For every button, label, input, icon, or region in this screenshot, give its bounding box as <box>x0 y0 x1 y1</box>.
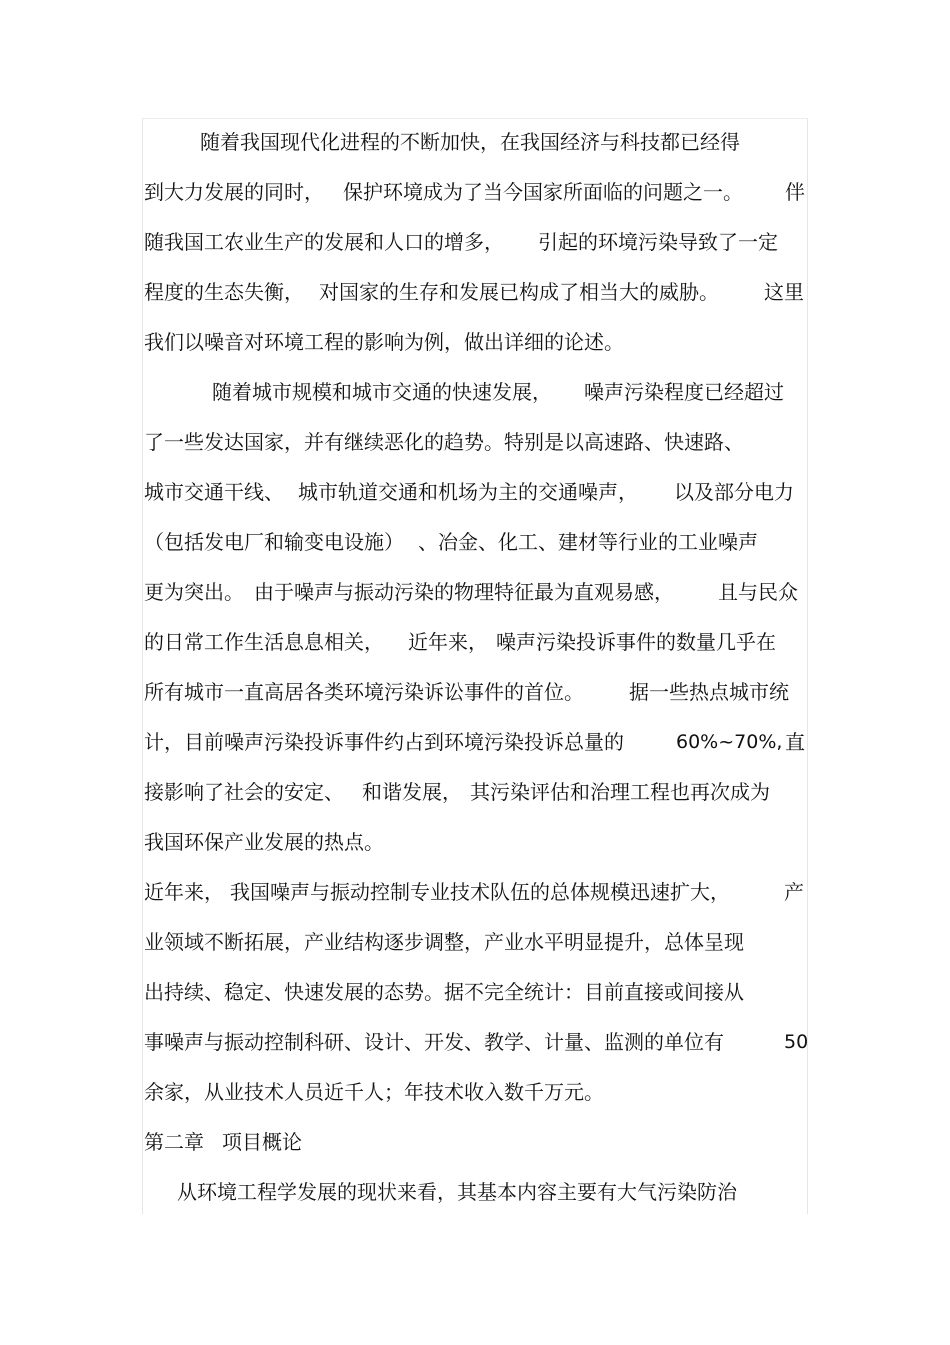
text-segment: 以及部分电力 <box>674 480 794 504</box>
text-segment: 事噪声与振动控制科研、设计、开发、教学、计量、监测的单位有 <box>144 1030 724 1054</box>
text-segment: 出持续、稳定、快速发展的态势。据不完全统计：目前直接或间接从 <box>144 980 744 1004</box>
text-segment: 业领域不断拓展，产业结构逐步调整，产业水平明显提升，总体呈现 <box>144 930 744 954</box>
paragraph-2-line-5 <box>144 567 806 617</box>
text-segment: 城市轨道交通和机场为主的交通噪声， <box>298 480 638 504</box>
text-segment: 对国家的生存和发展已构成了相当大的威胁。 <box>319 280 719 304</box>
paragraph-2-line-6 <box>144 617 806 667</box>
number-text: 50 <box>784 1031 809 1053</box>
text-segment: （包括发电厂和输变电设施） <box>144 530 404 554</box>
text-segment: 产 <box>784 880 804 904</box>
text-segment: 直 <box>785 730 805 754</box>
paragraph-2-line-2 <box>144 417 806 467</box>
text-segment: 更为突出。 <box>144 580 244 604</box>
text-segment: 程度的生态失衡， <box>144 280 304 304</box>
paragraph-3-line-4 <box>144 1017 809 1067</box>
text-segment: 随着我国现代化进程的不断加快，在我国经济与科技都已经得 <box>200 130 740 154</box>
text-segment: 其污染评估和治理工程也再次成为 <box>470 780 770 804</box>
chapter-title: 项目概论 <box>222 1130 302 1154</box>
paragraph-2-line-10 <box>144 817 806 867</box>
paragraph-4-line-1 <box>144 1167 806 1217</box>
text-segment: 城市交通干线、 <box>144 480 284 504</box>
text-segment: 近年来， <box>144 880 224 904</box>
text-segment: 了一些发达国家，并有继续恶化的趋势。特别是以高速路、快速路、 <box>144 430 744 454</box>
text-segment: 到大力发展的同时， <box>144 180 324 204</box>
text-segment: 引起的环境污染导致了一定 <box>538 230 778 254</box>
paragraph-3-line-1 <box>144 867 806 917</box>
text-segment: 伴 <box>785 180 805 204</box>
text-segment: 接影响了社会的安定、 <box>144 780 344 804</box>
paragraph-2-line-7 <box>144 667 806 717</box>
text-segment: 且与民众 <box>718 580 798 604</box>
percentage-range: 60%~70%, <box>676 731 783 753</box>
text-segment: 、冶金、化工、建材等行业的工业噪声 <box>418 530 758 554</box>
text-segment: 从环境工程学发展的现状来看，其基本内容主要有大气污染防治 <box>177 1180 737 1204</box>
paragraph-2-line-1 <box>144 367 806 417</box>
text-segment: 随我国工农业生产的发展和人口的增多， <box>144 230 504 254</box>
text-segment: 保护环境成为了当今国家所面临的问题之一。 <box>343 180 743 204</box>
paragraph-2-line-9 <box>144 767 806 817</box>
text-segment: 我们以噪音对环境工程的影响为例，做出详细的论述。 <box>144 330 624 354</box>
text-segment: 近年来， <box>408 630 488 654</box>
text-segment: 计，目前噪声污染投诉事件约占到环境污染投诉总量的 <box>144 730 624 754</box>
paragraph-3-line-3 <box>144 967 806 1017</box>
paragraph-1-line-1 <box>144 117 806 167</box>
chapter-number: 第二章 <box>144 1130 204 1154</box>
paragraph-1-line-5 <box>144 317 806 367</box>
text-segment: 据一些热点城市统 <box>629 680 789 704</box>
text-segment: 所有城市一直高居各类环境污染诉讼事件的首位。 <box>144 680 584 704</box>
paragraph-1-line-3 <box>144 217 806 267</box>
paragraph-3-line-5 <box>144 1067 806 1117</box>
paragraph-1-line-2 <box>144 167 806 217</box>
text-segment: 的日常工作生活息息相关， <box>144 630 384 654</box>
text-segment: 我国噪声与振动控制专业技术队伍的总体规模迅速扩大， <box>230 880 730 904</box>
paragraph-2-line-4 <box>144 517 806 567</box>
text-segment: 噪声污染程度已经超过 <box>584 380 784 404</box>
text-segment: 由于噪声与振动污染的物理特征最为直观易感， <box>254 580 674 604</box>
paragraph-3-line-2 <box>144 917 806 967</box>
paragraph-2-line-8 <box>144 717 806 767</box>
text-segment: 我国环保产业发展的热点。 <box>144 830 384 854</box>
chapter-heading <box>144 1117 806 1167</box>
paragraph-1-line-4 <box>144 267 806 317</box>
text-segment: 随着城市规模和城市交通的快速发展， <box>212 380 552 404</box>
text-segment: 这里 <box>764 280 804 304</box>
text-segment: 余家，从业技术人员近千人；年技术收入数千万元。 <box>144 1080 604 1104</box>
text-segment: 噪声污染投诉事件的数量几乎在 <box>496 630 776 654</box>
paragraph-2-line-3 <box>144 467 806 517</box>
text-segment: 和谐发展， <box>362 780 462 804</box>
